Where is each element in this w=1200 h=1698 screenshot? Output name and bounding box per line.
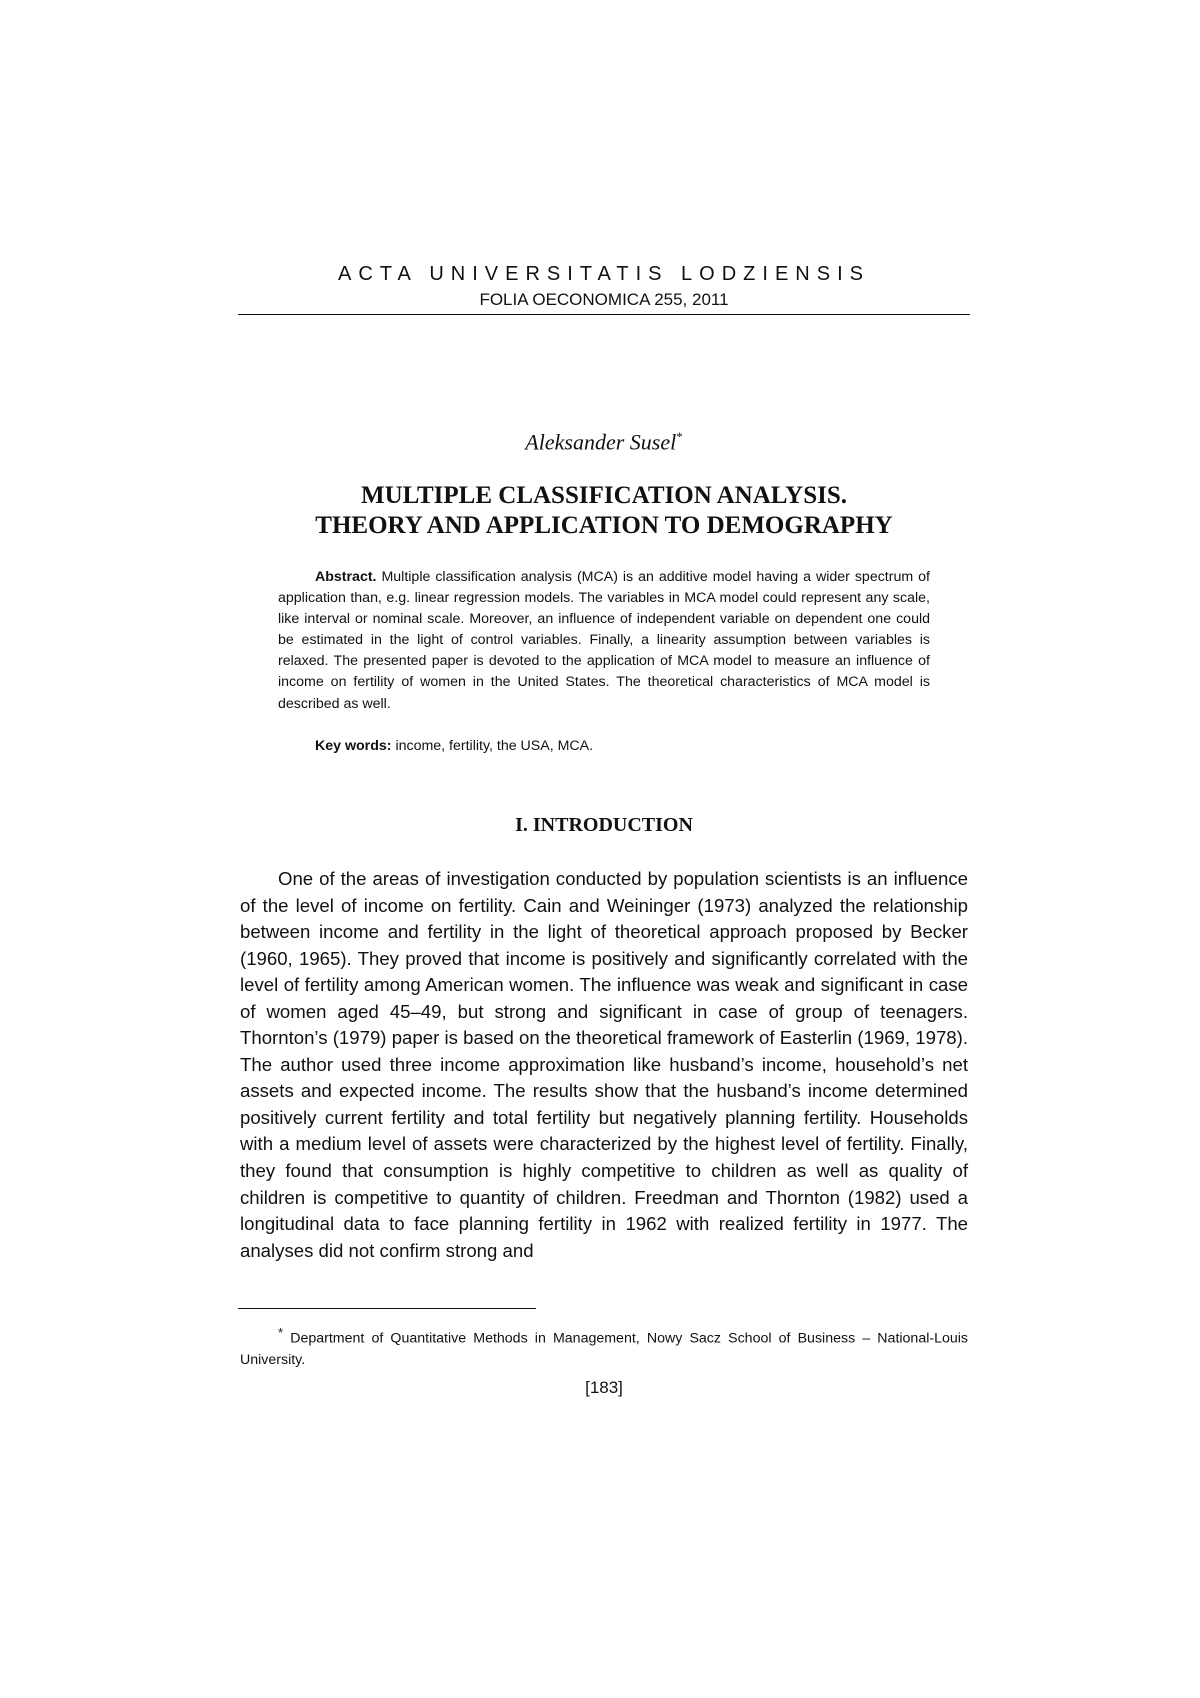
keywords-text: income, fertility, the USA, MCA. — [395, 738, 594, 754]
abstract — [278, 567, 930, 715]
header-rule — [238, 314, 970, 315]
page-number: [183] — [585, 1378, 623, 1397]
paper-title-line-2: THEORY AND APPLICATION TO DEMOGRAPHY — [315, 512, 893, 539]
journal-series: FOLIA OECONOMICA 255, 2011 — [479, 290, 729, 309]
author-footnote-marker: * — [676, 429, 683, 444]
section-heading: I. INTRODUCTION — [515, 814, 693, 836]
journal-title: ACTA UNIVERSITATIS LODZIENSIS — [338, 263, 870, 285]
footnote-rule — [238, 1308, 536, 1309]
author-name-text: Aleksander Susel — [525, 429, 677, 455]
paper-title-line-1: MULTIPLE CLASSIFICATION ANALYSIS. — [360, 482, 848, 509]
keywords-label: Key words: — [315, 738, 392, 754]
footnote — [240, 1322, 968, 1371]
keywords — [278, 736, 930, 757]
paper-title — [238, 481, 970, 541]
author-name — [238, 424, 970, 455]
footnote-marker: * — [278, 1325, 284, 1340]
footnote-text: Department of Quantitative Methods in Management, Nowy Sacz School of Business – National-Louis University. — [240, 1330, 968, 1368]
abstract-text: Multiple classification analysis (MCA) is an additive model having a wider spectrum of application than, e.g. linear regression models. The variables in MCA model could represent any scale, like interval or nominal scale. Moreover, an influence of independent variable on dependent one could be estimated in the light of control variables. Finally, a linearity assumption between variables is relaxed. The presented paper is devoted to the application of MCA model to measure an influence of income on fertility of women in the United States. The theoretical characteristics of MCA model is described as well. — [278, 569, 930, 712]
abstract-label: Abstract. — [315, 569, 377, 585]
introduction-paragraph: One of the areas of investigation conducted by population scientists is an influence of the level of income on fertility. Cain and Weininger (1973) analyzed the relationship between income and fertility in the light of theoretical approach proposed by Becker (1960, 1965). They proved that income is positively and significantly correlated with the level of fertility among American women. The influence was weak and significant in case of women aged 45–49, but strong and significant in case of group of teenagers. Thornton’s (1979) paper is based on the theoretical framework of Easterlin (1969, 1978). The author used three income approximation like husband’s income, household’s net assets and expected income. The results show that the husband’s income determined positively current fertility and total fertility but negatively planning fertility. Households with a medium level of assets were characterized by the highest level of fertility. Finally, they found that consumption is highly competitive to children as well as quality of children is competitive to quantity of children. Freedman and Thornton (1982) used a longitudinal data to face planning fertility in 1962 with realized fertility in 1977. The analyses did not confirm strong and — [240, 868, 968, 1261]
